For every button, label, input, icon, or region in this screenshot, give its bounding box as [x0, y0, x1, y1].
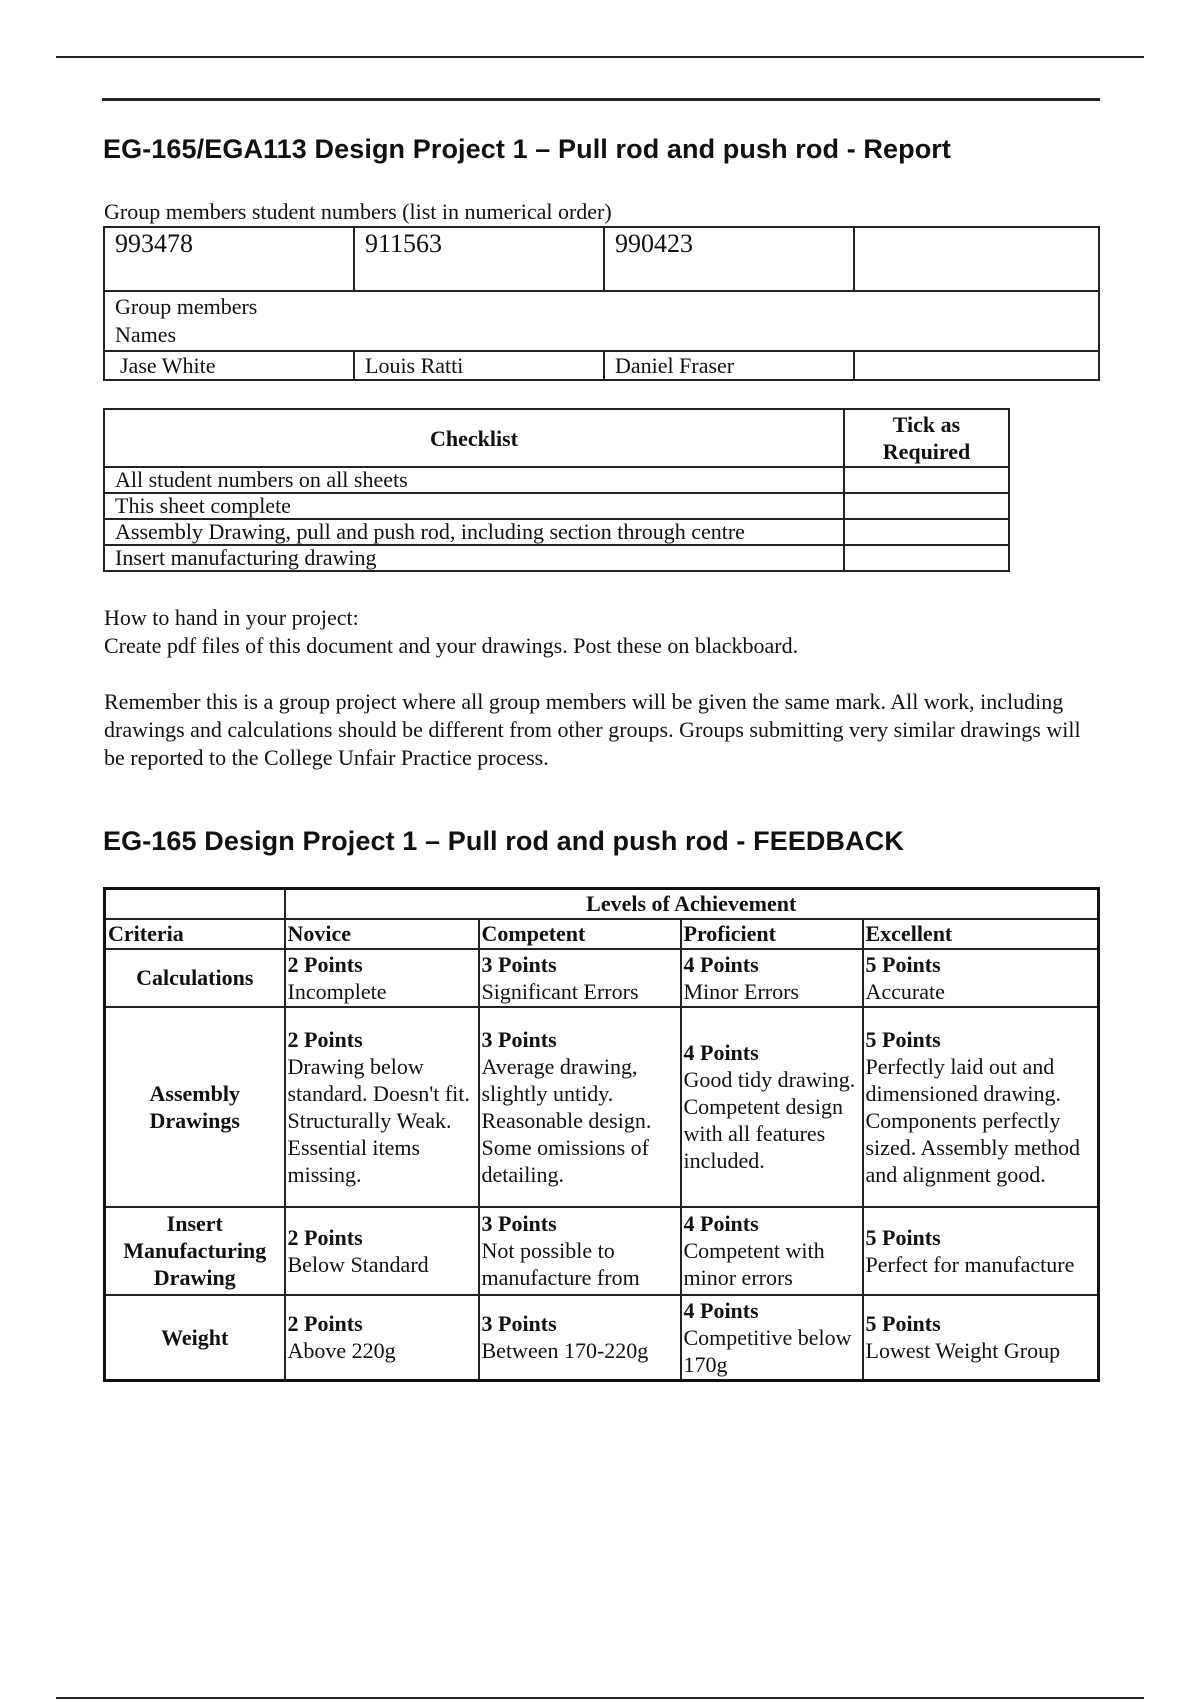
tick-box[interactable]: [844, 467, 1009, 493]
points-label: 5 Points: [865, 1311, 941, 1337]
tick-box[interactable]: [844, 545, 1009, 571]
rubric-cell: [479, 1007, 681, 1207]
rubric-description: Average drawing, slightly untidy. Reasonable design. Some omissions of detailing.: [481, 1053, 652, 1187]
rubric-cell: [285, 1295, 479, 1381]
rubric-description: Minor Errors: [683, 978, 799, 1004]
checklist-item: This sheet complete: [104, 493, 844, 519]
tick-box[interactable]: [844, 519, 1009, 545]
student-number-cell: 911563: [354, 227, 604, 291]
rubric-description: Incomplete: [287, 978, 387, 1004]
bottom-rule: [56, 1697, 1144, 1699]
rubric-cell: [285, 1207, 479, 1295]
points-label: 4 Points: [683, 1297, 759, 1323]
rubric-description: Not possible to manufacture from: [481, 1238, 640, 1290]
rubric-cell: [479, 949, 681, 1007]
tick-header: Tick as Required: [844, 409, 1009, 467]
report-title: EG-165/EGA113 Design Project 1 – Pull rod and push rod - Report: [103, 134, 951, 164]
rubric-cell: [479, 1207, 681, 1295]
feedback-rubric-table: [103, 887, 1100, 1382]
points-label: 4 Points: [683, 951, 759, 977]
rubric-cell: [681, 1007, 863, 1207]
rubric-description: Between 170-220g: [481, 1338, 649, 1364]
rubric-cell: [863, 1295, 1099, 1381]
rubric-description: Significant Errors: [481, 978, 639, 1004]
points-label: 3 Points: [481, 1311, 557, 1337]
group-project-notice: Remember this is a group project where all group members will be given the same mark. All work, including drawings and calculations should be different from other groups. Groups submitting very similar drawings will be reported to the College Unfair Practice process.: [104, 689, 1081, 770]
rubric-cell: [681, 1207, 863, 1295]
rubric-cell: [479, 1295, 681, 1381]
rubric-description: Above 220g: [287, 1338, 396, 1364]
student-number-cell: 990423: [604, 227, 854, 291]
level-name: Novice: [285, 919, 479, 949]
checklist-table: [103, 408, 1010, 572]
points-label: 5 Points: [865, 951, 941, 977]
rubric-description: Competitive below 170g: [683, 1324, 852, 1377]
points-label: 5 Points: [865, 1224, 941, 1250]
member-name-cell: Jase White: [104, 351, 354, 380]
member-name-cell: [854, 351, 1099, 380]
rubric-cell: [681, 949, 863, 1007]
criterion-label: Insert Manufacturing Drawing: [105, 1207, 285, 1295]
criterion-label: Calculations: [105, 949, 285, 1007]
points-label: 3 Points: [481, 1026, 557, 1052]
header-rule: [102, 98, 1100, 101]
student-number-cell: 993478: [104, 227, 354, 291]
hand-in-heading: How to hand in your project:: [104, 605, 359, 630]
points-label: 4 Points: [683, 1211, 759, 1236]
checklist-item: Insert manufacturing drawing: [104, 545, 844, 571]
levels-header: Levels of Achievement: [285, 889, 1099, 919]
checklist-header: Checklist: [104, 409, 844, 467]
points-label: 4 Points: [683, 1040, 759, 1065]
criterion-label: Weight: [105, 1295, 285, 1381]
rubric-description: Below Standard: [287, 1251, 429, 1277]
rubric-cell: [863, 1207, 1099, 1295]
hand-in-text: Create pdf files of this document and your drawings. Post these on blackboard.: [104, 633, 799, 658]
rubric-description: Lowest Weight Group: [865, 1338, 1061, 1364]
criteria-header: Criteria: [105, 919, 285, 949]
criterion-label: Assembly Drawings: [105, 1007, 285, 1207]
feedback-title: EG-165 Design Project 1 – Pull rod and push rod - FEEDBACK: [103, 826, 904, 856]
points-label: 3 Points: [481, 1211, 557, 1236]
rubric-cell: [285, 1007, 479, 1207]
blank-corner-cell: [105, 889, 285, 919]
rubric-description: Competent with minor errors: [683, 1238, 825, 1290]
level-name: Proficient: [681, 919, 863, 949]
rubric-description: Drawing below standard. Doesn't fit. Structurally Weak. Essential items missing.: [287, 1053, 470, 1187]
points-label: 2 Points: [287, 1224, 363, 1250]
member-name-cell: Louis Ratti: [354, 351, 604, 380]
level-name: Competent: [479, 919, 681, 949]
level-name: Excellent: [863, 919, 1099, 949]
rubric-cell: [863, 1007, 1099, 1207]
rubric-description: Accurate: [865, 978, 945, 1004]
hand-in-instructions: [104, 604, 1104, 660]
checklist-item: All student numbers on all sheets: [104, 467, 844, 493]
rubric-description: Good tidy drawing. Competent design with all features included.: [683, 1067, 856, 1173]
rubric-description: Perfect for manufacture: [865, 1251, 1075, 1277]
group-members-table: [103, 226, 1100, 381]
rubric-cell: [863, 949, 1099, 1007]
points-label: 2 Points: [287, 1026, 363, 1052]
points-label: 2 Points: [287, 951, 363, 977]
member-name-cell: Daniel Fraser: [604, 351, 854, 380]
checklist-item: Assembly Drawing, pull and push rod, including section through centre: [104, 519, 844, 545]
rubric-cell: [681, 1295, 863, 1381]
group-members-names-label: Group members Names: [104, 291, 1099, 351]
student-numbers-caption: Group members student numbers (list in numerical order): [104, 199, 612, 224]
points-label: 3 Points: [481, 951, 557, 977]
student-number-cell: [854, 227, 1099, 291]
rubric-cell: [285, 949, 479, 1007]
top-rule: [56, 56, 1144, 58]
points-label: 2 Points: [287, 1311, 363, 1337]
rubric-description: Perfectly laid out and dimensioned drawing. Components perfectly sized. Assembly method and alignment good.: [865, 1053, 1080, 1187]
tick-box[interactable]: [844, 493, 1009, 519]
points-label: 5 Points: [865, 1026, 941, 1052]
